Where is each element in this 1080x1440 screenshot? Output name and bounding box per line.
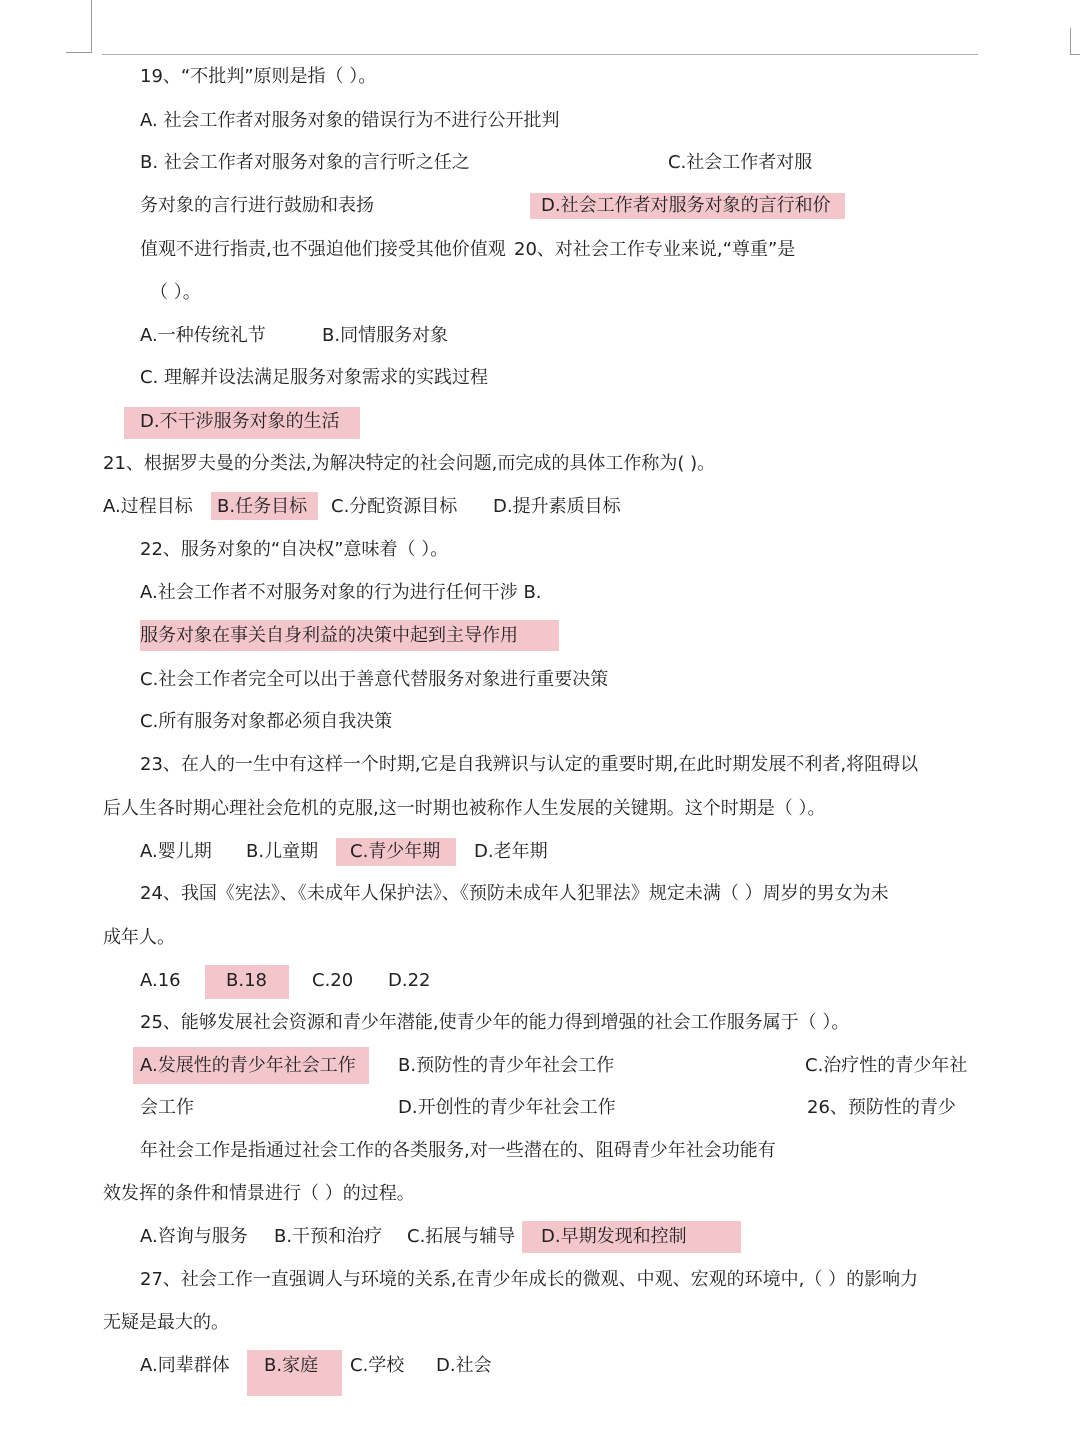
q24-stem: 24、我国《宪法》、《未成年人保护法》、《预防未成年人犯罪法》规定未满（ ）周岁的男女为未 [140,883,889,904]
q20-option-a: A.一种传统礼节 [140,325,266,346]
q24-stem-cont: 成年人。 [103,927,175,948]
q27-option-d: D.社会 [436,1355,492,1376]
q20-stem-cont: （ ）。 [150,282,201,303]
q26-stem-cont: 年社会工作是指通过社会工作的各类服务,对一些潜在的、阻碍青少年社会功能有 [140,1140,776,1161]
q24-option-a: A.16 [140,970,181,991]
q19-option-a: A. 社会工作者对服务对象的错误行为不进行公开批判 [140,110,560,131]
corner-mark-left-vertical [91,0,92,52]
q27-option-a: A.同辈群体 [140,1355,230,1376]
q27-stem: 27、社会工作一直强调人与环境的关系,在青少年成长的微观、中观、宏观的环境中,（ ）的影响力 [140,1269,919,1290]
q26-stem: 26、预防性的青少 [807,1097,956,1118]
q22-option-a: A.社会工作者不对服务对象的行为进行任何干涉 B. [140,582,542,603]
q23-stem: 23、在人的一生中有这样一个时期,它是自我辨识与认定的重要时期,在此时期发展不利者,将阻碍以 [140,754,919,775]
q24-option-b: B.18 [226,970,267,991]
q25-option-c: C.治疗性的青少年社 [805,1055,968,1076]
q22-option-b: 服务对象在事关自身利益的决策中起到主导作用 [140,625,518,646]
q24-option-c: C.20 [312,970,354,991]
q27-stem-cont: 无疑是最大的。 [103,1312,229,1333]
q21-option-b: B.任务目标 [217,496,308,517]
q19-option-c: C.社会工作者对服 [668,152,813,173]
q26-option-b: B.干预和治疗 [274,1226,383,1247]
q23-stem-cont: 后人生各时期心理社会危机的克服,这一时期也被称作人生发展的关键期。这个时期是（ ）。 [103,798,826,819]
q23-option-b: B.儿童期 [246,841,319,862]
q26-option-a: A.咨询与服务 [140,1226,248,1247]
q23-option-c: C.青少年期 [350,841,441,862]
q19-stem: 19、“不批判”原则是指（ ）。 [140,66,377,87]
q20-stem: 20、对社会工作专业来说,“尊重”是 [514,239,796,260]
q21-option-a: A.过程目标 [103,496,193,517]
q25-stem: 25、能够发展社会资源和青少年潜能,使青少年的能力得到增强的社会工作服务属于（ ）。 [140,1012,850,1033]
q19-option-b: B. 社会工作者对服务对象的言行听之任之 [140,152,470,173]
corner-mark-left-horizontal [66,52,92,53]
q19-option-d-cont: 值观不进行指责,也不强迫他们接受其他价值观 [140,239,506,260]
q22-option-d: C.所有服务对象都必须自我决策 [140,711,393,732]
q22-option-c: C.社会工作者完全可以出于善意代替服务对象进行重要决策 [140,669,609,690]
q25-option-d: D.开创性的青少年社会工作 [398,1097,616,1118]
q27-option-c: C.学校 [350,1355,405,1376]
q22-stem: 22、服务对象的“自决权”意味着（ ）。 [140,539,449,560]
q23-option-a: A.婴儿期 [140,841,212,862]
q21-option-c: C.分配资源目标 [331,496,458,517]
q27-option-b: B.家庭 [264,1355,319,1376]
q21-stem: 21、根据罗夫曼的分类法,为解决特定的社会问题,而完成的具体工作称为( )。 [103,453,716,474]
q21-option-d: D.提升素质目标 [493,496,621,517]
q26-option-c: C.拓展与辅导 [407,1226,516,1247]
corner-mark-right-vertical [1070,28,1071,54]
header-rule [102,54,978,55]
q25-option-a: A.发展性的青少年社会工作 [140,1055,356,1076]
q23-option-d: D.老年期 [474,841,548,862]
q20-option-d: D.不干涉服务对象的生活 [140,411,340,432]
q25-option-b: B.预防性的青少年社会工作 [398,1055,615,1076]
q26-option-d: D.早期发现和控制 [541,1226,687,1247]
q20-option-b: B.同情服务对象 [322,325,449,346]
q19-option-c-cont: 务对象的言行进行鼓励和表扬 [140,195,374,216]
q20-option-c: C. 理解并设法满足服务对象需求的实践过程 [140,367,489,388]
q19-option-d: D.社会工作者对服务对象的言行和价 [541,195,831,216]
q26-stem-cont-2: 效发挥的条件和情景进行（ ）的过程。 [103,1183,415,1204]
q24-option-d: D.22 [388,970,431,991]
corner-mark-right-horizontal [1070,54,1080,55]
q25-option-c-cont: 会工作 [140,1097,194,1118]
